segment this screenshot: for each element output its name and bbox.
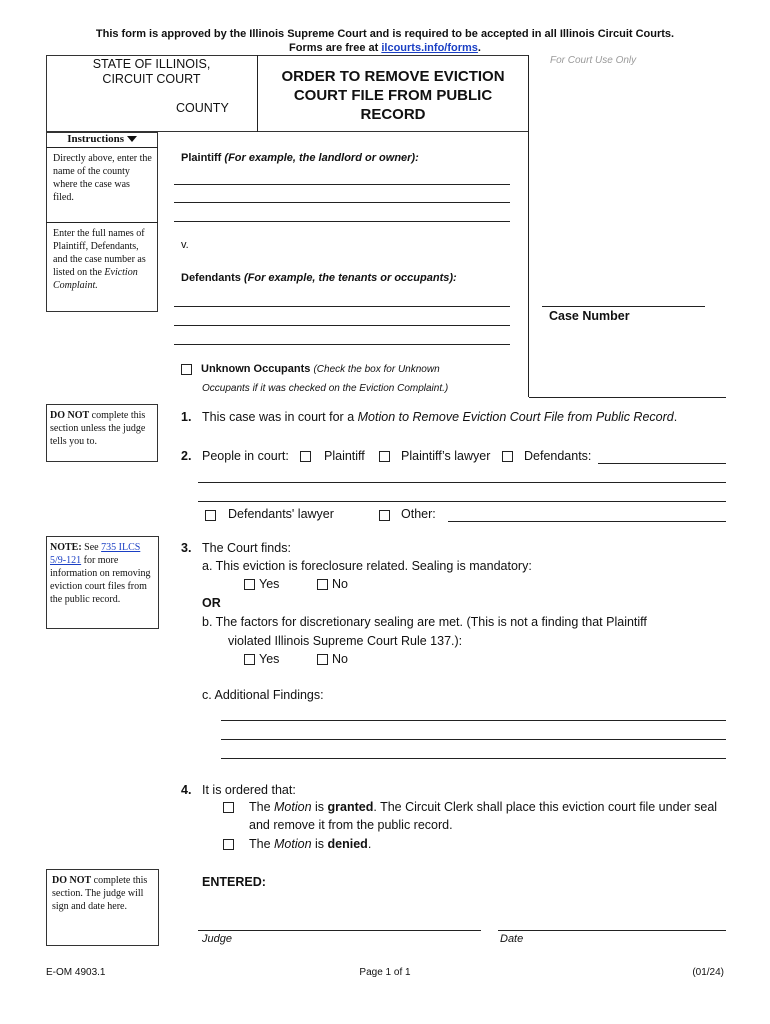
people-in-court-label: People in court: (202, 449, 289, 463)
ilcs-link[interactable]: 735 ILCS 5/9-121 (50, 542, 141, 566)
unknown-occupants-label (201, 363, 440, 375)
denied-checkbox[interactable] (223, 839, 234, 850)
instructions-header-rule (46, 147, 158, 148)
granted-pre: The (249, 800, 275, 814)
county-label: COUNTY (176, 101, 229, 115)
note-3-rest: complete this section. The judge will sign and date here. (52, 875, 148, 912)
plaintiff-lawyer-option: Plaintiff’s lawyer (401, 449, 491, 463)
defendants-line-3[interactable] (174, 344, 510, 345)
unknown-occupants-checkbox[interactable] (181, 364, 192, 375)
court-use-divider (528, 55, 529, 397)
form-id: E-OM 4903.1 (46, 967, 106, 978)
note-3-bold: DO NOT (52, 875, 92, 886)
plaintiff-label (181, 152, 419, 164)
note-1-rest: complete this section unless the judge tells you to. (50, 410, 146, 447)
form-version: (01/24) (692, 967, 724, 978)
page-number: Page 1 of 1 (359, 967, 411, 978)
date-line[interactable] (498, 930, 726, 931)
court-use-only: For Court Use Only (550, 55, 637, 66)
title-line-1: ORDER TO REMOVE EVICTION (281, 68, 505, 85)
granted-word: granted (327, 800, 374, 814)
note-2-text (50, 541, 155, 606)
defendants-names-line[interactable] (598, 463, 726, 464)
findings-line-1[interactable] (221, 720, 726, 721)
unknown-occupants-hint-2: Occupants if it was checked on the Eviction Complaint.) (202, 383, 449, 394)
item-3-number: 3. (181, 541, 192, 555)
defendants-line-1[interactable] (174, 306, 510, 307)
plaintiff-word: Plaintiff (181, 152, 222, 164)
caret-down-icon (127, 136, 137, 142)
granted-post: . The Circuit Clerk shall place this eviction court file under seal (373, 800, 718, 814)
defendants-lawyer-option: Defendants' lawyer (228, 507, 334, 521)
defendants-line-2[interactable] (174, 325, 510, 326)
item-1-pre: This case was in court for a (202, 410, 358, 424)
finding-b-no-checkbox[interactable] (317, 654, 328, 665)
state-line-2: CIRCUIT COURT (102, 72, 201, 86)
or-label: OR (202, 596, 221, 610)
case-number-label: Case Number (549, 309, 630, 323)
people-line-2[interactable] (198, 482, 726, 483)
other-option: Other: (401, 507, 436, 521)
item-1-number: 1. (181, 410, 192, 424)
plaintiff-line-2[interactable] (174, 202, 510, 203)
ordered-label: It is ordered that: (202, 783, 296, 797)
instruction-parties-text: Enter the full names of Plaintiff, Defendants, and the case number as listed on the (53, 228, 146, 278)
finding-c-text: c. Additional Findings: (202, 688, 324, 702)
people-line-3[interactable] (198, 501, 726, 502)
defendants-hint: (For example, the tenants or occupants): (243, 272, 457, 284)
note-2-rest: for more information on removing eviction court files from the public record. (50, 555, 151, 605)
defendants-word: Defendants (181, 272, 241, 284)
finding-b-no: No (332, 652, 348, 666)
instruction-parties (53, 227, 153, 292)
title-line-3: RECORD (360, 106, 426, 123)
approval-notice: This form is approved by the Illinois Supreme Court and is required to be accepted in all Illinois Circuit Courts. (95, 28, 675, 40)
defendants-checkbox[interactable] (502, 451, 513, 462)
court-finds-label: The Court finds: (202, 541, 291, 555)
plaintiff-line-3[interactable] (174, 221, 510, 222)
plaintiff-line-1[interactable] (174, 184, 510, 185)
finding-a-no-checkbox[interactable] (317, 579, 328, 590)
instructions-label: Instructions (67, 133, 125, 145)
plaintiff-option: Plaintiff (324, 449, 365, 463)
caption-bottom-rule (529, 397, 726, 398)
plaintiff-lawyer-checkbox[interactable] (379, 451, 390, 462)
unknown-occupants-word: Unknown Occupants (201, 363, 311, 375)
form-title (258, 67, 528, 124)
note-2-pre: See (81, 542, 102, 553)
instruction-county: Directly above, enter the name of the county where the case was filed. (53, 153, 152, 203)
item-2-number: 2. (181, 449, 192, 463)
denied-pre: The (249, 837, 275, 851)
forms-suffix: . (477, 42, 481, 54)
denied-word: denied (327, 837, 368, 851)
finding-a-yes: Yes (259, 577, 280, 591)
plaintiff-hint: (For example, the landlord or owner): (224, 152, 419, 164)
forms-notice (0, 42, 770, 54)
granted-motion: Motion (274, 800, 312, 814)
finding-b-yes-checkbox[interactable] (244, 654, 255, 665)
item-1-text (202, 410, 677, 424)
forms-prefix: Forms are free at (289, 42, 382, 54)
plaintiff-checkbox[interactable] (300, 451, 311, 462)
findings-line-3[interactable] (221, 758, 726, 759)
finding-a-no: No (332, 577, 348, 591)
finding-b-yes: Yes (259, 652, 280, 666)
defendants-lawyer-checkbox[interactable] (205, 510, 216, 521)
finding-a-text: a. This eviction is foreclosure related. Sealing is mandatory: (202, 559, 532, 573)
item-1-italic: Motion to Remove Eviction Court File from Public Record (357, 410, 674, 424)
denied-text (249, 837, 371, 851)
item-1-post: . (673, 410, 678, 424)
date-label: Date (500, 933, 524, 945)
findings-line-2[interactable] (221, 739, 726, 740)
denied-post: . (367, 837, 372, 851)
note-1-bold: DO NOT (50, 410, 90, 421)
case-number-line[interactable] (542, 306, 705, 307)
defendants-option: Defendants: (524, 449, 592, 463)
other-line[interactable] (448, 521, 726, 522)
unknown-occupants-hint: (Check the box for Unknown (313, 364, 440, 375)
state-line-1: STATE OF ILLINOIS, (92, 57, 211, 71)
other-checkbox[interactable] (379, 510, 390, 521)
finding-b-text-1: b. The factors for discretionary sealing are met. (This is not a finding that Plaintiff (202, 615, 647, 629)
versus: v. (181, 239, 189, 251)
state-of-illinois (46, 57, 257, 87)
judge-signature-line[interactable] (198, 930, 481, 931)
granted-text-2: and remove it from the public record. (249, 818, 453, 832)
note-2-bold: NOTE: (50, 542, 82, 553)
instructions-toggle[interactable] (46, 133, 158, 145)
note-1-text (50, 409, 154, 448)
finding-b-text-2: violated Illinois Supreme Court Rule 137.): (228, 634, 463, 648)
denied-motion: Motion (274, 837, 312, 851)
judge-label: Judge (202, 933, 232, 945)
instructions-divider (46, 222, 158, 223)
forms-link[interactable]: ilcourts.info/forms (381, 42, 478, 54)
note-3-text (52, 874, 155, 913)
entered-label: ENTERED: (202, 875, 266, 889)
denied-mid: is (311, 837, 328, 851)
granted-mid: is (311, 800, 328, 814)
defendants-label (181, 272, 457, 284)
finding-a-yes-checkbox[interactable] (244, 579, 255, 590)
item-4-number: 4. (181, 783, 192, 797)
granted-checkbox[interactable] (223, 802, 234, 813)
granted-text (249, 800, 717, 814)
title-line-2: COURT FILE FROM PUBLIC (293, 87, 493, 104)
instruction-parties-italic: Eviction Complaint. (53, 267, 138, 291)
